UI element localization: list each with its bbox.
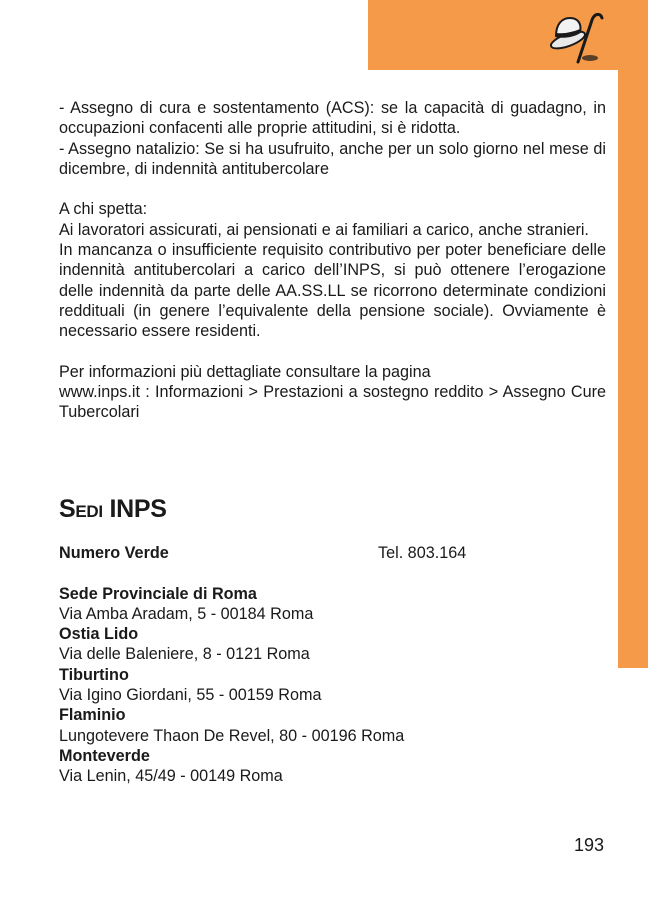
header-orange-tab: [368, 0, 648, 70]
office-address: Via Lenin, 45/49 - 00149 Roma: [59, 767, 283, 786]
office-name: Ostia Lido: [59, 625, 139, 644]
office-address: Lungotevere Thaon De Revel, 80 - 00196 Roma: [59, 726, 405, 745]
page-number: 193: [574, 835, 605, 855]
office-address: Via Igino Giordani, 55 - 00159 Roma: [59, 686, 322, 705]
body-text: [59, 98, 606, 423]
chi-spetta-label: A chi spetta:: [59, 200, 148, 219]
office-name: Sede Provinciale di Roma: [59, 584, 257, 603]
contacts-list: [59, 543, 606, 787]
office-name: Monteverde: [59, 746, 150, 765]
paragraph-chi-spetta: Ai lavoratori assicurati, ai pensionati e ai familiari a carico, anche stranieri.: [59, 220, 589, 239]
numero-verde-tel: Tel. 803.164: [378, 544, 467, 562]
paragraph-acs: - Assegno di cura e sostentamento (ACS): se la capacità di guadagno, in occupazioni confacenti alle proprie attitudini, si è ridotta.: [59, 99, 606, 138]
office-name: Flaminio: [59, 706, 126, 725]
numero-verde-row: [59, 543, 606, 563]
section-title: SEDI INPS: [59, 495, 167, 523]
office-address: Via Amba Aradam, 5 - 00184 Roma: [59, 604, 314, 623]
info-line: Per informazioni più dettagliate consultare la pagina: [59, 362, 431, 381]
paragraph-natalizio: - Assegno natalizio: Se si ha usufruito, anche per un solo giorno nel mese di dicembre, di indennità antitubercolare: [59, 139, 606, 178]
side-orange-bar: [618, 70, 648, 668]
hat-and-cane-icon: [548, 6, 606, 68]
office-name: Tiburtino: [59, 665, 129, 684]
office-address: Via delle Baleniere, 8 - 0121 Roma: [59, 645, 310, 664]
numero-verde-label: Numero Verde: [59, 544, 169, 562]
info-link: www.inps.it : Informazioni > Prestazioni a sostegno reddito > Assegno Cure Tubercolari: [59, 383, 606, 422]
paragraph-mancanza: In mancanza o insufficiente requisito contributivo per poter beneficiare delle indennità antitubercolari a carico dell’INPS, si può ottenere l’erogazione delle indennità da parte delle AA.SS.LL se ricorrono determinate condizioni reddituali (in genere l’equivalente della pensione sociale). Ovviamente è necessario essere residenti.: [59, 241, 606, 341]
